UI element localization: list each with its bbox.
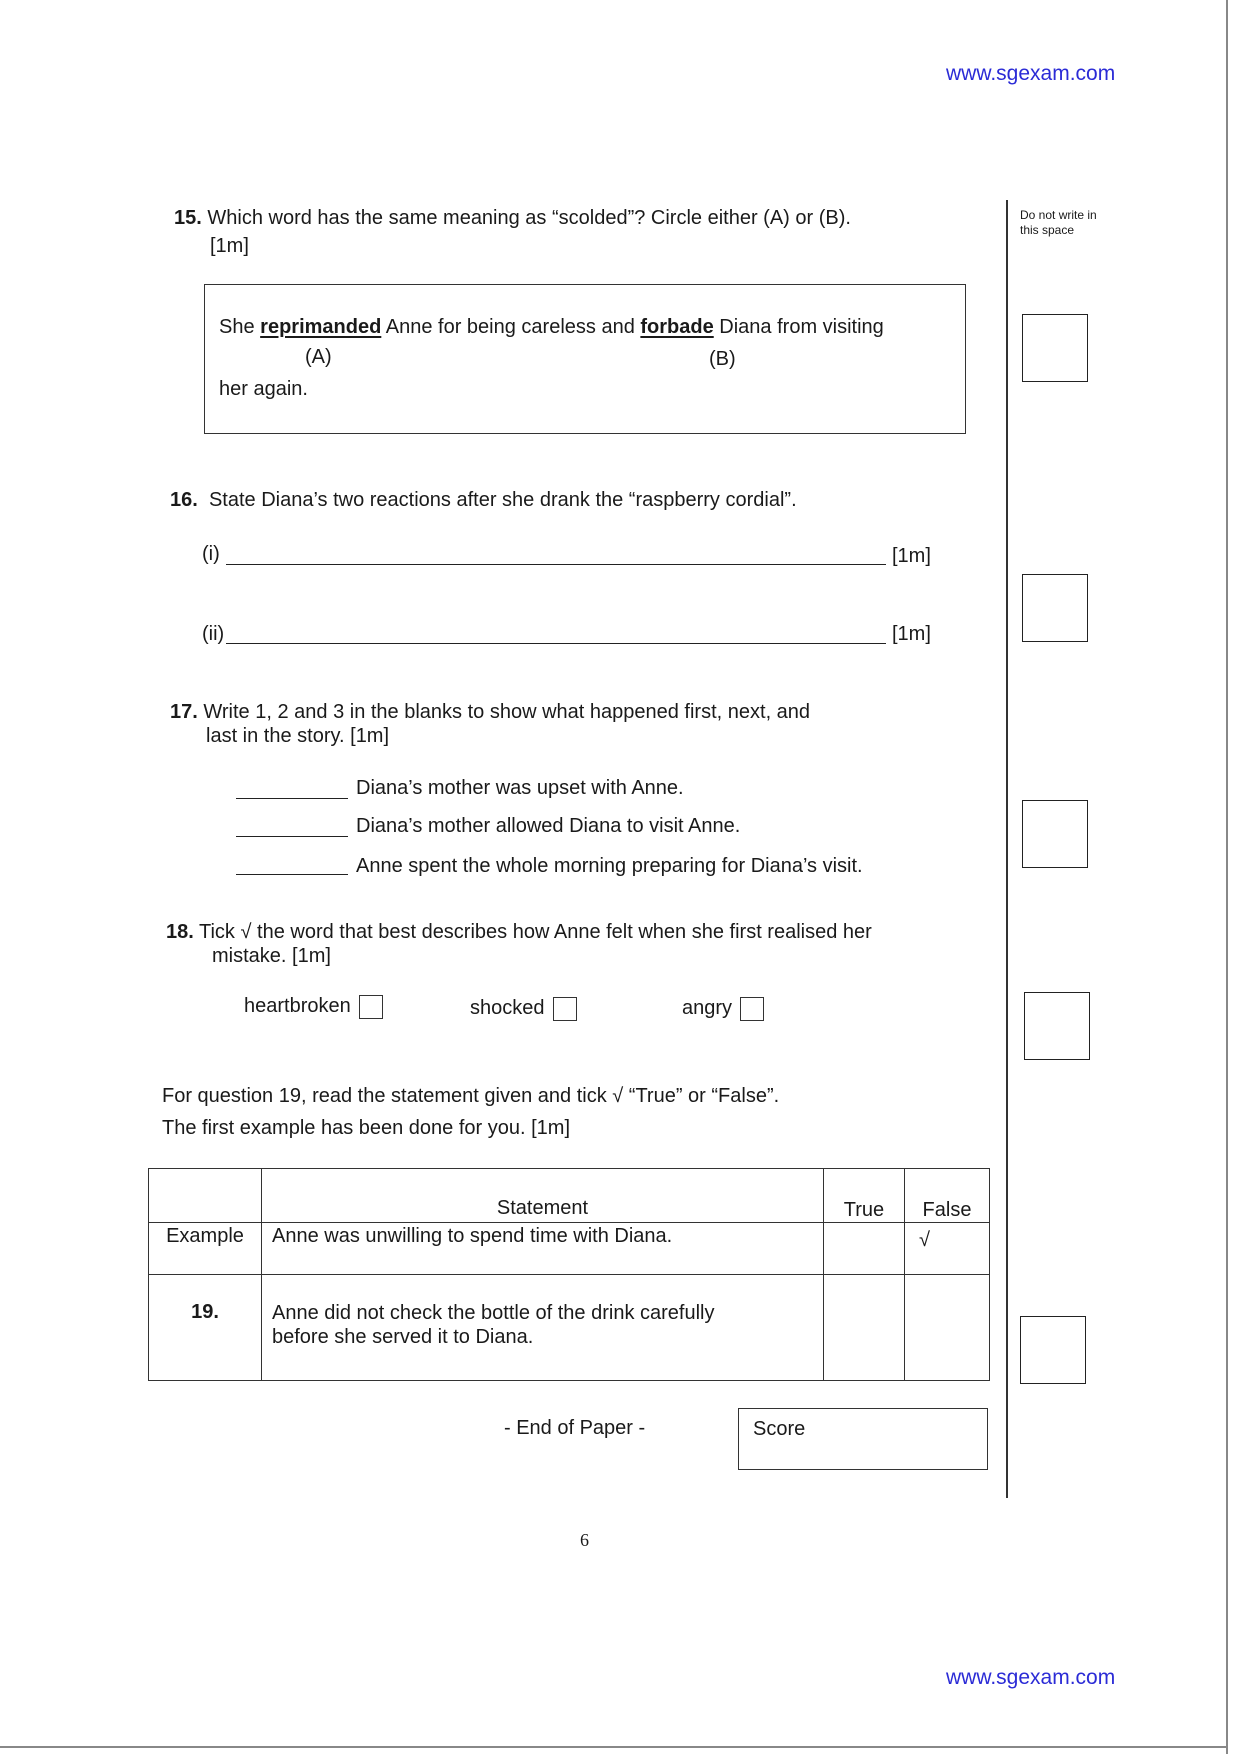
header-cell-empty [149, 1169, 262, 1223]
label-b: (B) [709, 348, 736, 370]
score-label: Score [753, 1418, 806, 1440]
header-true: True [824, 1169, 905, 1223]
question-text: State Diana’s two reactions after she drank the “raspberry cordial”. [208, 489, 797, 511]
question-15-mark: [1m] [210, 235, 249, 257]
question-number: 18. [166, 921, 194, 943]
answer-label-i: (i) [202, 543, 220, 565]
question-17 [170, 700, 970, 724]
header-statement: Statement [262, 1169, 824, 1223]
mark-box-q18[interactable] [1024, 992, 1090, 1060]
sentence-end: her again. [219, 378, 308, 400]
question-18-line2: mistake. [1m] [212, 945, 331, 967]
q19-intro-1: For question 19, read the statement given and tick √ “True” or “False”. [162, 1085, 780, 1107]
mark-box-q17[interactable] [1022, 800, 1088, 868]
question-number: 16. [170, 489, 198, 511]
question-text: Tick √ the word that best describes how Anne felt when she first realised her [199, 921, 872, 943]
page-number: 6 [580, 1530, 589, 1550]
site-link-bottom[interactable]: www.sgexam.com [946, 1666, 1116, 1689]
q19-statement [262, 1275, 824, 1381]
margin-divider [1006, 200, 1008, 1498]
q19-true-cell[interactable] [824, 1275, 905, 1381]
mark-box-q16[interactable] [1022, 574, 1088, 642]
option-heartbroken [244, 994, 383, 1019]
statement-table [148, 1168, 990, 1381]
question-number: 15. [174, 207, 202, 229]
label-a: (A) [305, 346, 332, 368]
word-option-a[interactable]: reprimanded [260, 316, 382, 338]
q19-intro-2: The first example has been done for you. [1m] [162, 1117, 570, 1139]
table-row-q19 [149, 1275, 990, 1381]
scan-edge-right [1226, 0, 1228, 1754]
table-header-row [149, 1169, 990, 1223]
answer-line-i[interactable] [226, 564, 886, 565]
answer-mark-i: [1m] [892, 545, 931, 567]
option-shocked [470, 996, 577, 1021]
answer-label-ii: (ii) [202, 623, 225, 645]
answer-mark-ii: [1m] [892, 623, 931, 645]
tick-box-angry[interactable] [740, 997, 764, 1021]
example-label: Example [149, 1223, 262, 1275]
question-15 [174, 206, 964, 230]
header-false: False [905, 1169, 990, 1223]
q19-statement-line2: before she served it to Diana. [272, 1326, 534, 1348]
event-3: Anne spent the whole morning preparing for Diana’s visit. [356, 855, 863, 877]
question-17-line2: last in the story. [1m] [206, 725, 390, 747]
q19-false-cell[interactable] [905, 1275, 990, 1381]
option-label: angry [682, 997, 733, 1019]
site-link-top[interactable]: www.sgexam.com [946, 62, 1116, 85]
tick-box-shocked[interactable] [553, 997, 577, 1021]
end-of-paper: - End of Paper - [504, 1417, 646, 1439]
example-true-cell [824, 1223, 905, 1275]
q19-statement-line1: Anne did not check the bottle of the drink carefully [272, 1302, 715, 1324]
sentence-part: Diana from visiting [719, 316, 884, 338]
example-false-tick: √ [905, 1223, 990, 1275]
mark-box-q19[interactable] [1020, 1316, 1086, 1384]
order-blank-2[interactable] [236, 836, 348, 837]
question-text: Write 1, 2 and 3 in the blanks to show what happened first, next, and [203, 701, 811, 723]
tick-box-heartbroken[interactable] [359, 995, 383, 1019]
order-blank-3[interactable] [236, 874, 348, 875]
event-1: Diana’s mother was upset with Anne. [356, 777, 684, 799]
q15-sentence-box [204, 284, 966, 434]
score-box[interactable] [738, 1408, 988, 1470]
example-statement: Anne was unwilling to spend time with Diana. [262, 1223, 824, 1275]
table-row-example [149, 1223, 990, 1275]
sentence-part: Anne for being careless and [385, 316, 635, 338]
question-number: 17. [170, 701, 198, 723]
option-angry [682, 996, 764, 1021]
option-label: shocked [470, 997, 545, 1019]
question-text: Which word has the same meaning as “scolded”? Circle either (A) or (B). [207, 207, 851, 229]
scan-edge-bottom [0, 1746, 1228, 1748]
question-18 [166, 920, 986, 944]
option-label: heartbroken [244, 995, 351, 1017]
order-blank-1[interactable] [236, 798, 348, 799]
event-2: Diana’s mother allowed Diana to visit Anne. [356, 815, 741, 837]
word-option-b[interactable]: forbade [640, 316, 714, 338]
q15-sentence [219, 315, 884, 339]
question-16 [170, 488, 970, 512]
answer-line-ii[interactable] [226, 643, 886, 644]
q19-label: 19. [149, 1275, 262, 1381]
sentence-part: She [219, 316, 255, 338]
mark-box-q15[interactable] [1022, 314, 1088, 382]
margin-note: Do not write in this space [1020, 208, 1097, 237]
